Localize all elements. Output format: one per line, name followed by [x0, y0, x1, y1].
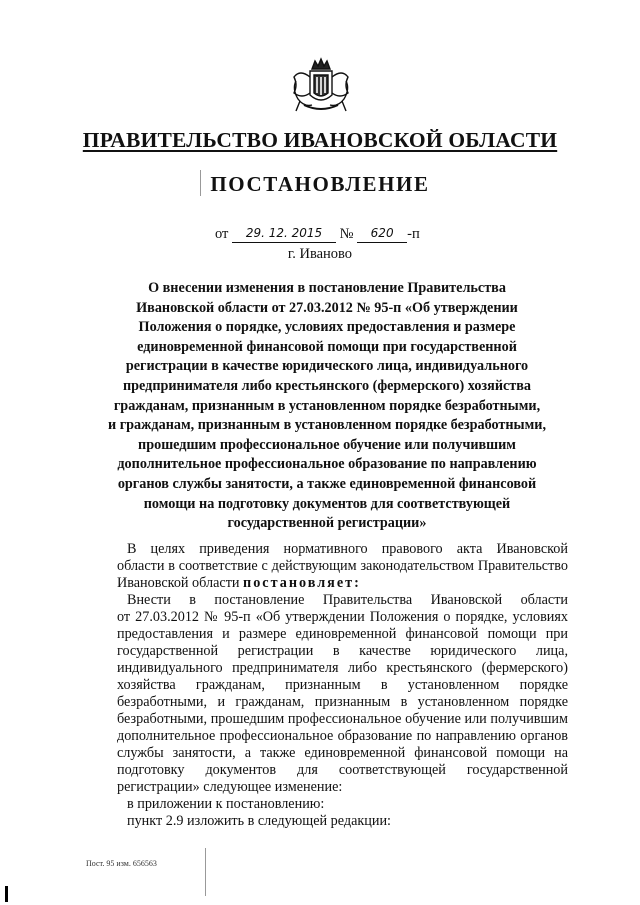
body-line: от 27.03.2012 № 95-п «Об утверждении Положения о порядке, условиях [117, 609, 568, 625]
body-line: предоставления и размере единовременной финансовой помощи при [117, 626, 568, 642]
tail-line: в приложении к постановлению: [127, 796, 325, 812]
subject-line: государственной регистрации» [227, 515, 427, 532]
scan-edge-mark [5, 886, 8, 902]
body-line: государственной регистрации в качестве юридического лица, [117, 643, 568, 659]
subject-line: О внесении изменения в постановление Правительства [148, 280, 506, 296]
subject-line: прошедшим профессиональное обучение или получившим [138, 436, 516, 453]
preamble-line-start: Ивановской области [117, 575, 240, 591]
body-line: Внести в постановление Правительства Ивановской области [127, 592, 568, 608]
body-line: подготовку документов для соответствующей государственной [117, 762, 568, 778]
decree-body [117, 541, 568, 830]
scan-artifact-line [205, 848, 206, 896]
handwritten-date: 29. 12. 2015 [232, 226, 336, 243]
scan-artifact-line [200, 170, 201, 196]
body-line: службы занятости, а также единовременной финансовой помощи на [117, 745, 568, 761]
subject-line: гражданам, признанным в установленном порядке безработными, [113, 397, 541, 414]
document-type-title: ПОСТАНОВЛЕНИЕ [210, 172, 430, 196]
subject-line: органов службы занятости, а также единовременной финансовой [117, 475, 537, 492]
subject-line: дополнительное профессиональное образование по направлению [117, 456, 537, 473]
body-line: индивидуального предпринимателя либо крестьянского (фермерского) [117, 660, 568, 676]
registration-line [215, 226, 420, 243]
subject-line: Ивановской области от 27.03.2012 № 95-п «Об утверждении [136, 299, 518, 316]
body-line: безработными, прошедшим профессиональное обучение или получившим [117, 711, 568, 727]
body-line: безработными, и гражданам, признанным в установленном порядке [117, 694, 568, 710]
government-name: ПРАВИТЕЛЬСТВО ИВАНОВСКОЙ ОБЛАСТИ [82, 128, 558, 152]
body-line: дополнительное профессиональное образование по направлению органов [117, 728, 568, 744]
preamble-line-decree [117, 575, 568, 592]
decree-word: постановляет: [243, 575, 361, 591]
subject-line: и гражданам, признанным в установленном порядке безработными, [108, 417, 546, 434]
file-identifier: Пост. 95 изм. 656563 [86, 859, 157, 868]
ivanovo-coat-of-arms-icon [290, 55, 352, 117]
preamble-line: области в соответствие с действующим законодательством Правительство [117, 558, 568, 574]
body-line: регистрации» следующее изменение: [117, 779, 343, 795]
decree-subject [88, 279, 566, 534]
city-name: г. Иваново [287, 246, 353, 262]
tail-line: пункт 2.9 изложить в следующей редакции: [127, 813, 391, 829]
number-suffix: -п [407, 226, 420, 242]
date-prefix: от [215, 226, 229, 242]
subject-line: Положения о порядке, условиях предоставления и размере [138, 319, 516, 336]
subject-line: помощи на подготовку документов для соответствующей [143, 495, 511, 512]
preamble-line: В целях приведения нормативного правового акта Ивановской [127, 541, 568, 557]
subject-line: единовременной финансовой помощи при государственной [137, 338, 517, 355]
subject-line: предпринимателя либо крестьянского (фермерского) хозяйства [122, 377, 532, 394]
handwritten-number: 620 [357, 226, 407, 243]
number-sign: № [339, 226, 354, 242]
body-line: хозяйства гражданам, признанным в установленном порядке [117, 677, 568, 693]
subject-line: регистрации в качестве юридического лица, индивидуального [125, 358, 529, 375]
